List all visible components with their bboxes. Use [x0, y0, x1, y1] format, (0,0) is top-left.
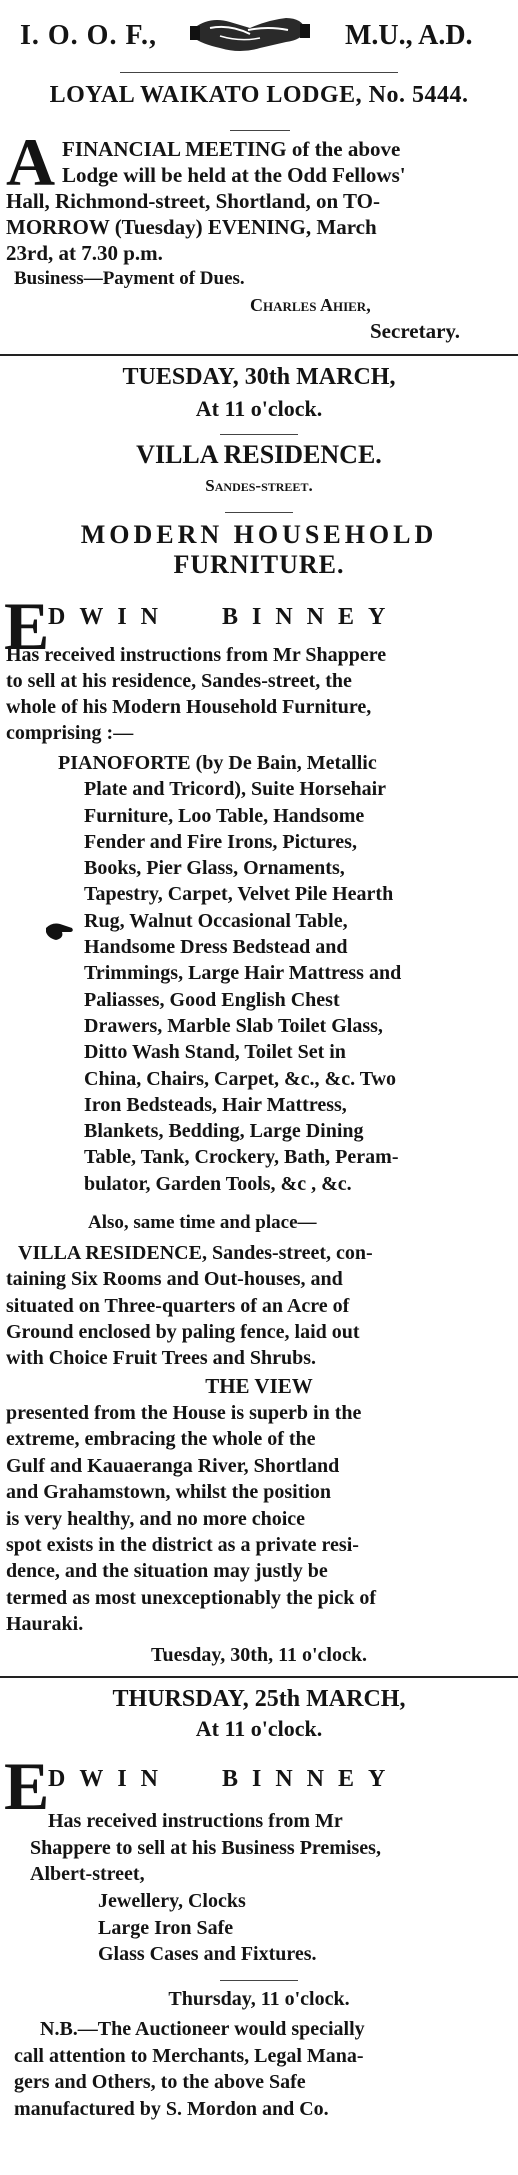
notice-line: 23rd, at 7.30 p.m.: [6, 241, 163, 265]
villa-line: Ground enclosed by paling fence, laid out: [6, 1320, 360, 1343]
list-item: Blankets, Bedding, Large Dining: [84, 1120, 364, 1143]
divider: [220, 1980, 298, 1981]
view-line: is very healthy, and no more choice: [6, 1507, 306, 1530]
view-description: [0, 1400, 518, 1638]
view-line: termed as most unexceptionably the pick of: [6, 1586, 376, 1609]
villa-line: VILLA RESIDENCE, Sandes-street, con-: [18, 1242, 373, 1264]
business-line: Business—Payment of Dues.: [14, 268, 245, 289]
list-item: Trimmings, Large Hair Mattress and: [84, 962, 402, 985]
list-item: Fender and Fire Irons, Pictures,: [84, 830, 357, 853]
villa-subheading: Sandes-street.: [205, 476, 313, 495]
intro-line: Has received instructions from Mr Shappere: [6, 644, 387, 666]
view-line: dence, and the situation may justly be: [6, 1560, 328, 1583]
list-item: Large Iron Safe: [98, 1916, 234, 1939]
list-item: Rug, Walnut Occasional Table,: [84, 909, 348, 932]
furniture-heading-line: FURNITURE.: [173, 550, 345, 579]
masthead-right: M.U., A.D.: [345, 20, 473, 51]
list-item: China, Chairs, Carpet, &c., &c. Two: [84, 1067, 397, 1090]
intro-line: Has received instructions from Mr: [48, 1810, 343, 1832]
sale-time: At 11 o'clock.: [195, 396, 323, 421]
divider: [225, 512, 293, 513]
sale-footer: Tuesday, 30th, 11 o'clock.: [151, 1644, 367, 1666]
list-item: Books, Pier Glass, Ornaments,: [84, 857, 345, 880]
notice-line: Lodge will be held at the Odd Fellows': [62, 163, 406, 187]
villa-line: with Choice Fruit Trees and Shrubs.: [6, 1347, 317, 1370]
lodge-notice-body: [0, 136, 518, 344]
nb-line: manufactured by S. Mordon and Co.: [14, 2097, 329, 2120]
furniture-heading: [0, 520, 518, 580]
list-item: Handsome Dress Bedstead and: [84, 936, 348, 959]
intro-line: whole of his Modern Household Furniture,: [6, 696, 372, 718]
list-item: Drawers, Marble Slab Toilet Glass,: [84, 1014, 383, 1037]
list-item: Iron Bedsteads, Hair Mattress,: [84, 1093, 347, 1116]
villa-description: [0, 1240, 518, 1371]
list-item: Jewellery, Clocks: [98, 1890, 246, 1912]
intro-line: comprising :—: [6, 722, 134, 744]
nb-line: gers and Others, to the above Safe: [14, 2071, 306, 2093]
notice-line: FINANCIAL MEETING of the above: [62, 137, 401, 161]
clasped-hands-icon: [190, 8, 310, 62]
view-line: and Grahamstown, whilst the position: [6, 1481, 332, 1504]
villa-line: taining Six Rooms and Out-houses, and: [6, 1268, 343, 1291]
view-line: presented from the House is superb in the: [6, 1402, 362, 1424]
also-line: Also, same time and place—: [88, 1212, 317, 1233]
divider: [220, 434, 298, 435]
drop-capital: A: [6, 124, 56, 200]
pointing-hand-icon: [44, 920, 74, 942]
intro-line: Albert-street,: [30, 1863, 145, 1885]
sale-date: TUESDAY, 30th MARCH,: [122, 364, 396, 390]
section-rule: [0, 354, 518, 356]
drop-capital: E: [4, 588, 50, 664]
villa-line: situated on Three-quarters of an Acre of: [6, 1294, 350, 1317]
furniture-heading-line: MODERN HOUSEHOLD: [80, 520, 438, 549]
sale-time: At 11 o'clock.: [195, 1716, 323, 1741]
items-list: [0, 1888, 518, 1968]
auctioneer-name: DWIN BINNEY: [48, 604, 400, 630]
sale-footer: Thursday, 11 o'clock.: [168, 1988, 350, 2010]
list-item: Paliasses, Good English Chest: [84, 988, 340, 1011]
sale-date: THURSDAY, 25th MARCH,: [112, 1686, 406, 1712]
secretary-role: Secretary.: [370, 319, 460, 343]
intro-line: Shappere to sell at his Business Premises,: [30, 1836, 381, 1859]
secretary-name: Charles Ahier,: [250, 295, 371, 315]
divider: [230, 130, 290, 131]
list-item: PIANOFORTE (by De Bain, Metallic: [58, 752, 377, 774]
list-item: Glass Cases and Fixtures.: [98, 1943, 317, 1965]
list-item: bulator, Garden Tools, &c , &c.: [84, 1172, 352, 1195]
view-heading: THE VIEW: [205, 1374, 313, 1398]
intro-line: to sell at his residence, Sandes-street, the: [6, 670, 352, 692]
divider: [120, 72, 398, 73]
auctioneer-name: DWIN BINNEY: [48, 1766, 400, 1792]
nb-line: N.B.—The Auctioneer would specially: [40, 2018, 365, 2040]
notice-line: Hall, Richmond-street, Shortland, on TO-: [6, 189, 380, 213]
notice-line: MORROW (Tuesday) EVENING, March: [6, 215, 377, 239]
list-item: Tapestry, Carpet, Velvet Pile Hearth: [84, 883, 394, 906]
nb-line: call attention to Merchants, Legal Mana-: [14, 2044, 364, 2067]
view-line: extreme, embracing the whole of the: [6, 1428, 316, 1451]
nb-notice: [0, 2016, 518, 2122]
villa-heading: VILLA RESIDENCE.: [136, 440, 382, 469]
list-item: Plate and Tricord), Suite Horsehair: [84, 778, 387, 801]
furniture-list: [0, 750, 518, 1197]
sale-intro: [0, 1808, 518, 1888]
list-item: Furniture, Loo Table, Handsome: [84, 804, 365, 827]
view-line: spot exists in the district as a private resi-: [6, 1534, 359, 1557]
section-rule: [0, 1676, 518, 1678]
sale-intro: [0, 642, 518, 746]
list-item: Ditto Wash Stand, Toilet Set in: [84, 1041, 346, 1064]
lodge-title: LOYAL WAIKATO LODGE, No. 5444.: [49, 82, 469, 108]
view-line: Hauraki.: [6, 1613, 84, 1636]
view-line: Gulf and Kauaeranga River, Shortland: [6, 1454, 340, 1477]
drop-capital: E: [4, 1748, 50, 1824]
lodge-masthead: [0, 6, 518, 66]
masthead-left: I. O. O. F.,: [20, 20, 157, 51]
list-item: Table, Tank, Crockery, Bath, Peram-: [84, 1146, 399, 1169]
